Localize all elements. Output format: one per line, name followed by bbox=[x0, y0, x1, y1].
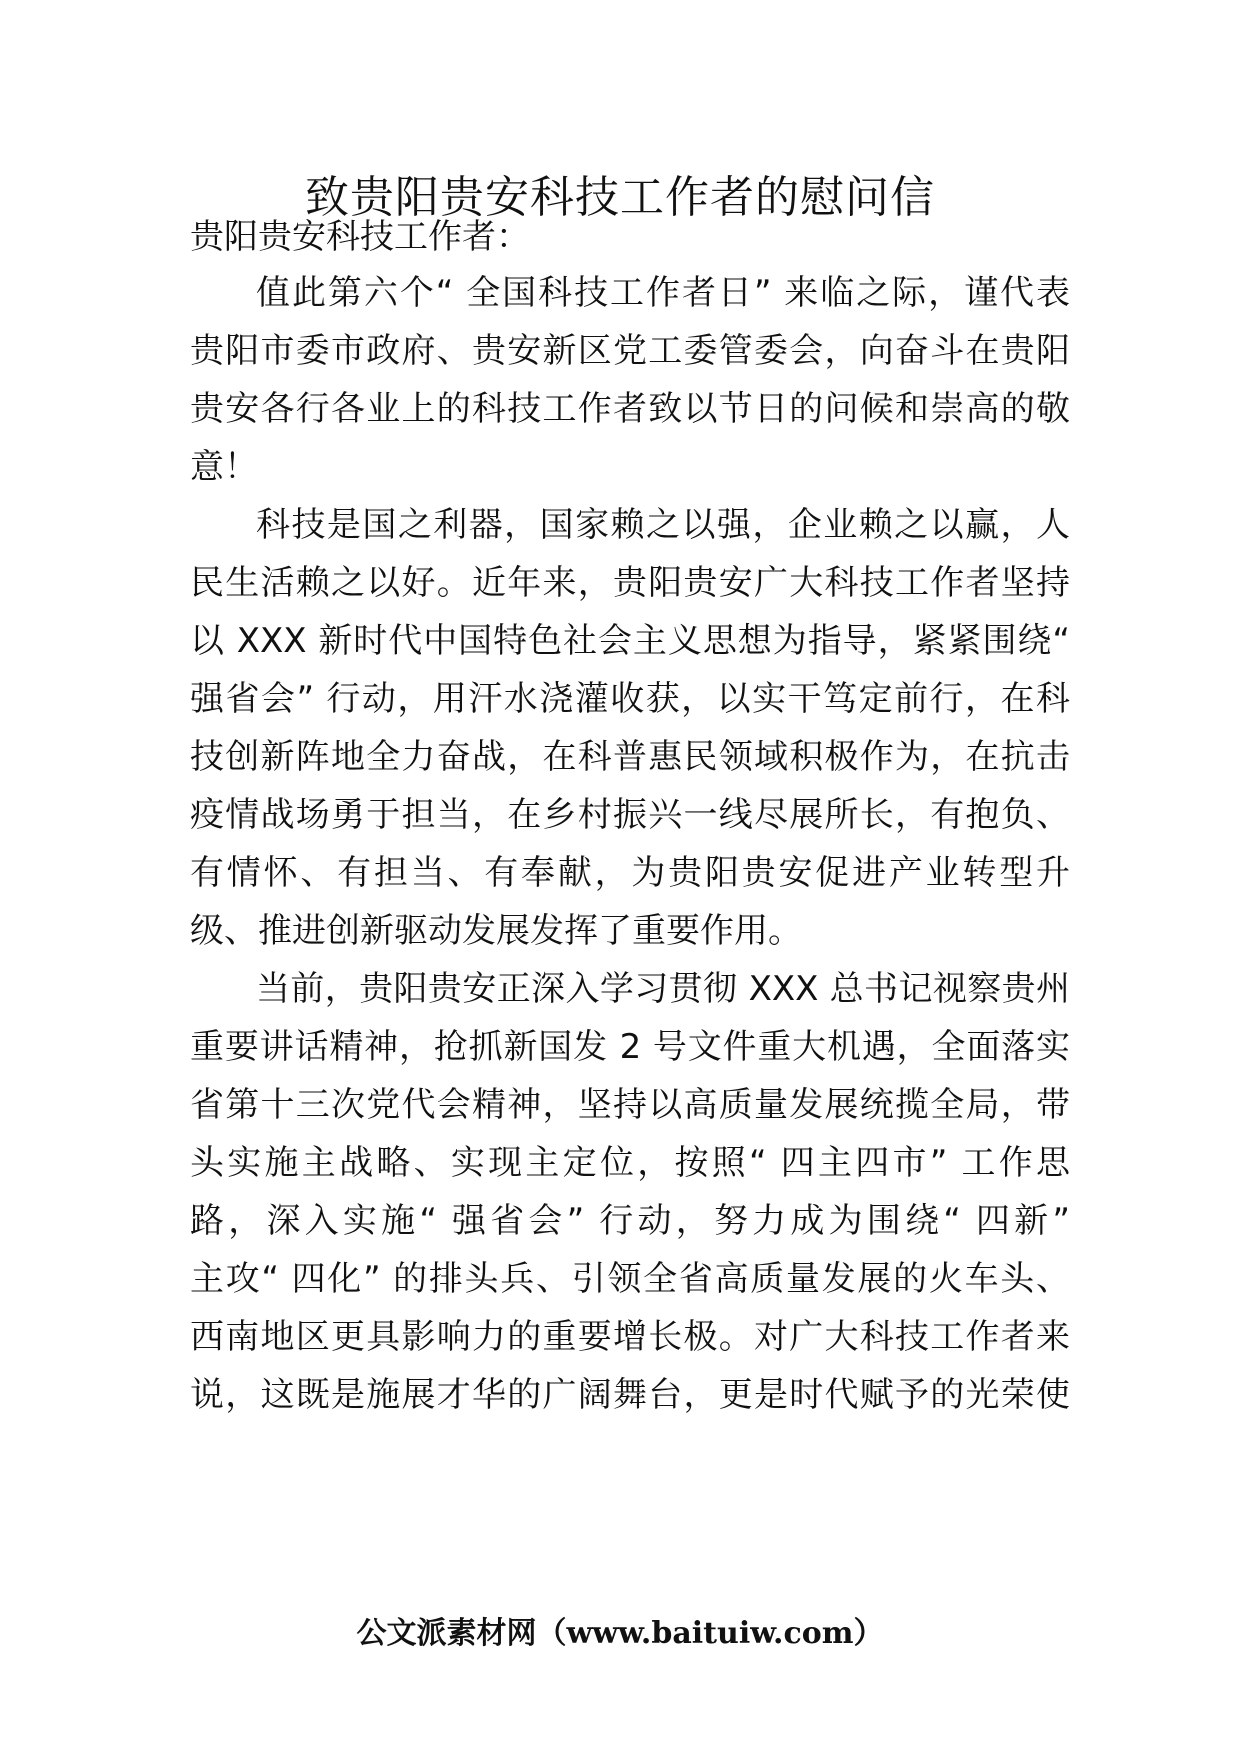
paragraph-1-line-4: 意！ bbox=[190, 447, 258, 487]
paragraph-1-line-1: 值此第六个“ 全国科技工作者日” 来临之际，谨代表 bbox=[256, 273, 1070, 313]
footer-watermark-text: 公文派素材网（www.baituiw.com） bbox=[356, 1616, 884, 1651]
paragraph-1-line-3: 贵安各行各业上的科技工作者致以节日的问候和崇高的敬 bbox=[190, 389, 1070, 429]
paragraph-3-line-2: 重要讲话精神，抢抓新国发 2 号文件重大机遇，全面落实 bbox=[190, 1027, 1070, 1067]
paragraph-2-line-6: 疫情战场勇于担当，在乡村振兴一线尽展所长，有抱负、 bbox=[190, 795, 1070, 835]
paragraph-3-line-4: 头实施主战略、实现主定位，按照“ 四主四市” 工作思 bbox=[190, 1143, 1070, 1183]
paragraph-3-line-8: 说，这既是施展才华的广阔舞台，更是时代赋予的光荣使 bbox=[190, 1375, 1070, 1415]
salutation: 贵阳贵安科技工作者： bbox=[190, 217, 530, 257]
paragraph-3-line-7: 西南地区更具影响力的重要增长极。对广大科技工作者来 bbox=[190, 1317, 1070, 1357]
paragraph-1-line-2: 贵阳市委市政府、贵安新区党工委管委会，向奋斗在贵阳 bbox=[190, 331, 1070, 371]
document-title: 致贵阳贵安科技工作者的慰问信 bbox=[305, 172, 935, 223]
paragraph-2-line-4: 强省会” 行动，用汗水浇灌收获，以实干笃定前行，在科 bbox=[190, 679, 1070, 719]
paragraph-2-line-5: 技创新阵地全力奋战，在科普惠民领域积极作为，在抗击 bbox=[190, 737, 1070, 777]
paragraph-3-line-6: 主攻“ 四化” 的排头兵、引领全省高质量发展的火车头、 bbox=[190, 1259, 1070, 1299]
paragraph-2-line-2: 民生活赖之以好。近年来，贵阳贵安广大科技工作者坚持 bbox=[190, 563, 1070, 603]
paragraph-3-line-3: 省第十三次党代会精神，坚持以高质量发展统揽全局，带 bbox=[190, 1085, 1070, 1125]
paragraph-2-line-7: 有情怀、有担当、有奉献，为贵阳贵安促进产业转型升 bbox=[190, 853, 1070, 893]
paragraph-2-line-1: 科技是国之利器，国家赖之以强，企业赖之以赢，人 bbox=[256, 505, 1070, 545]
paragraph-3-line-5: 路，深入实施“ 强省会” 行动，努力成为围绕“ 四新” bbox=[190, 1201, 1070, 1241]
paragraph-2-line-8: 级、推进创新驱动发展发挥了重要作用。 bbox=[190, 911, 802, 951]
paragraph-3-line-1: 当前，贵阳贵安正深入学习贯彻 XXX 总书记视察贵州 bbox=[256, 969, 1070, 1009]
paragraph-2-line-3: 以 XXX 新时代中国特色社会主义思想为指导，紧紧围绕“ bbox=[190, 621, 1070, 661]
